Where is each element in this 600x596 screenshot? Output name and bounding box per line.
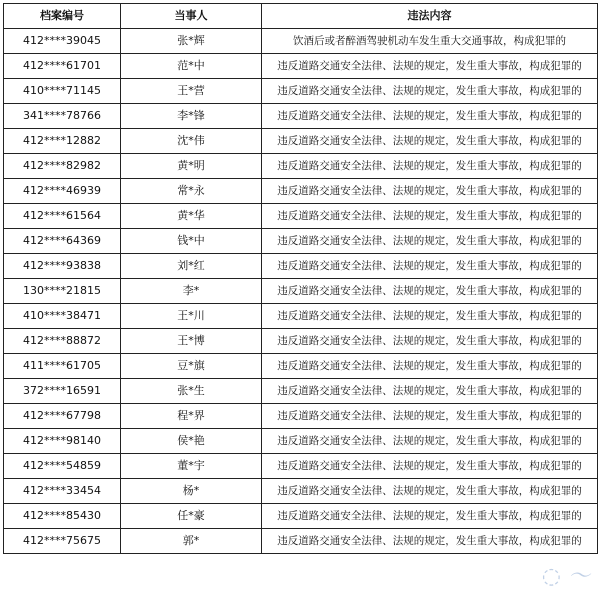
violation-records-table — [3, 3, 598, 554]
cell-violation: 违反道路交通安全法律、法规的规定，发生重大事故，构成犯罪的 — [262, 379, 598, 404]
cell-violation: 违反道路交通安全法律、法规的规定，发生重大事故，构成犯罪的 — [262, 454, 598, 479]
cell-file-number: 130****21815 — [4, 279, 121, 304]
cell-file-number: 412****64369 — [4, 229, 121, 254]
cell-violation: 违反道路交通安全法律、法规的规定，发生重大事故，构成犯罪的 — [262, 404, 598, 429]
table-row — [4, 229, 598, 254]
table-row — [4, 504, 598, 529]
cell-file-number: 341****78766 — [4, 104, 121, 129]
table-row — [4, 104, 598, 129]
cell-file-number: 412****61701 — [4, 54, 121, 79]
cell-violation: 违反道路交通安全法律、法规的规定，发生重大事故，构成犯罪的 — [262, 179, 598, 204]
table-row — [4, 29, 598, 54]
cell-file-number: 412****93838 — [4, 254, 121, 279]
cell-party: 王*博 — [121, 329, 262, 354]
cell-file-number: 412****98140 — [4, 429, 121, 454]
cell-violation: 违反道路交通安全法律、法规的规定，发生重大事故，构成犯罪的 — [262, 229, 598, 254]
cell-party: 张*生 — [121, 379, 262, 404]
cell-party: 黄*明 — [121, 154, 262, 179]
cell-file-number: 412****61564 — [4, 204, 121, 229]
cell-party: 钱*中 — [121, 229, 262, 254]
cell-violation: 违反道路交通安全法律、法规的规定，发生重大事故，构成犯罪的 — [262, 79, 598, 104]
table-row — [4, 204, 598, 229]
header-file-number: 档案编号 — [4, 4, 121, 29]
cell-violation: 违反道路交通安全法律、法规的规定，发生重大事故，构成犯罪的 — [262, 104, 598, 129]
cell-violation: 违反道路交通安全法律、法规的规定，发生重大事故，构成犯罪的 — [262, 154, 598, 179]
cell-file-number: 412****67798 — [4, 404, 121, 429]
cell-violation: 饮酒后或者醉酒驾驶机动车发生重大交通事故，构成犯罪的 — [262, 29, 598, 54]
cell-party: 沈*伟 — [121, 129, 262, 154]
cell-party: 常*永 — [121, 179, 262, 204]
cell-file-number: 412****12882 — [4, 129, 121, 154]
cell-file-number: 412****82982 — [4, 154, 121, 179]
cell-violation: 违反道路交通安全法律、法规的规定，发生重大事故，构成犯罪的 — [262, 204, 598, 229]
table-row — [4, 379, 598, 404]
table-row — [4, 179, 598, 204]
table-row — [4, 279, 598, 304]
cell-violation: 违反道路交通安全法律、法规的规定，发生重大事故，构成犯罪的 — [262, 354, 598, 379]
watermark-logo: ◌ ～ — [541, 564, 590, 589]
cell-party: 郭* — [121, 529, 262, 554]
cell-party: 程*界 — [121, 404, 262, 429]
table-body — [4, 29, 598, 554]
cell-violation: 违反道路交通安全法律、法规的规定，发生重大事故，构成犯罪的 — [262, 529, 598, 554]
cell-violation: 违反道路交通安全法律、法规的规定，发生重大事故，构成犯罪的 — [262, 54, 598, 79]
header-violation: 违法内容 — [262, 4, 598, 29]
cell-file-number: 412****88872 — [4, 329, 121, 354]
table-row — [4, 529, 598, 554]
cell-file-number: 412****46939 — [4, 179, 121, 204]
table-row — [4, 154, 598, 179]
table-row — [4, 129, 598, 154]
cell-party: 侯*艳 — [121, 429, 262, 454]
cell-party: 刘*红 — [121, 254, 262, 279]
cell-violation: 违反道路交通安全法律、法规的规定，发生重大事故，构成犯罪的 — [262, 329, 598, 354]
cell-party: 黄*华 — [121, 204, 262, 229]
cell-file-number: 411****61705 — [4, 354, 121, 379]
table-row — [4, 304, 598, 329]
table-row — [4, 329, 598, 354]
cell-party: 王*川 — [121, 304, 262, 329]
table-row — [4, 354, 598, 379]
cell-party: 李*锋 — [121, 104, 262, 129]
cell-file-number: 412****75675 — [4, 529, 121, 554]
table-row — [4, 404, 598, 429]
header-row — [4, 4, 598, 29]
cell-file-number: 412****33454 — [4, 479, 121, 504]
cell-party: 任*豪 — [121, 504, 262, 529]
cell-file-number: 412****54859 — [4, 454, 121, 479]
cell-violation: 违反道路交通安全法律、法规的规定，发生重大事故，构成犯罪的 — [262, 479, 598, 504]
table-row — [4, 479, 598, 504]
table-row — [4, 454, 598, 479]
cell-violation: 违反道路交通安全法律、法规的规定，发生重大事故，构成犯罪的 — [262, 279, 598, 304]
cell-party: 李* — [121, 279, 262, 304]
cell-party: 杨* — [121, 479, 262, 504]
header-party: 当事人 — [121, 4, 262, 29]
cell-file-number: 410****38471 — [4, 304, 121, 329]
cell-file-number: 412****39045 — [4, 29, 121, 54]
cell-violation: 违反道路交通安全法律、法规的规定，发生重大事故，构成犯罪的 — [262, 504, 598, 529]
cell-party: 董*宇 — [121, 454, 262, 479]
table-row — [4, 54, 598, 79]
cell-party: 范*中 — [121, 54, 262, 79]
cell-violation: 违反道路交通安全法律、法规的规定，发生重大事故，构成犯罪的 — [262, 304, 598, 329]
cell-file-number: 372****16591 — [4, 379, 121, 404]
table-row — [4, 429, 598, 454]
table-row — [4, 254, 598, 279]
cell-party: 张*辉 — [121, 29, 262, 54]
cell-violation: 违反道路交通安全法律、法规的规定，发生重大事故，构成犯罪的 — [262, 254, 598, 279]
table-header — [4, 4, 598, 29]
cell-file-number: 412****85430 — [4, 504, 121, 529]
cell-violation: 违反道路交通安全法律、法规的规定，发生重大事故，构成犯罪的 — [262, 129, 598, 154]
cell-violation: 违反道路交通安全法律、法规的规定，发生重大事故，构成犯罪的 — [262, 429, 598, 454]
cell-party: 王*营 — [121, 79, 262, 104]
table-row — [4, 79, 598, 104]
cell-party: 豆*旗 — [121, 354, 262, 379]
cell-file-number: 410****71145 — [4, 79, 121, 104]
